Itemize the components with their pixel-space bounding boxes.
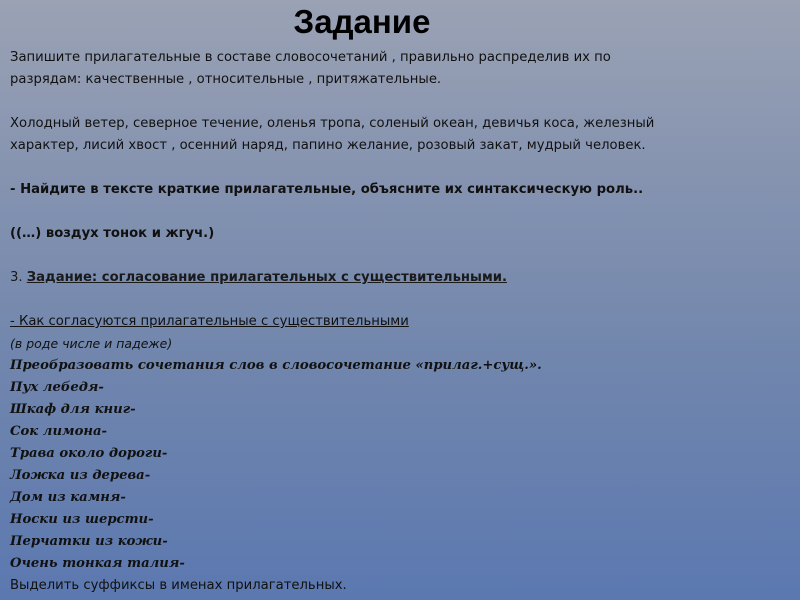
exercise-item: Шкаф для книг- xyxy=(10,402,136,417)
question-text: - Как согласуются прилагательные с существительными xyxy=(10,314,409,329)
exercise-item: Сок лимона- xyxy=(10,424,108,439)
instruction-text: Преобразовать сочетания слов в словосочетание «прилаг.+сущ.». xyxy=(10,358,542,373)
spacer xyxy=(10,245,792,267)
task1-line1: Запишите прилагательные в составе словосочетаний , правильно распределив их по xyxy=(10,50,611,65)
spacer xyxy=(10,201,792,223)
slide-title: Задание xyxy=(293,3,431,40)
exercise-item: Пух лебедя- xyxy=(10,380,104,395)
task1-line2: разрядам: качественные , относительные , притяжательные. xyxy=(10,72,442,87)
exercise-item: Дом из камня- xyxy=(10,490,126,505)
task3-heading: Задание: согласование прилагательных с существительными. xyxy=(26,270,507,285)
phrases-line1: Холодный ветер, северное течение, оленья тропа, соленый океан, девичья коса, железный xyxy=(10,116,655,131)
quote-text: ((…) воздух тонок и жгуч.) xyxy=(10,226,215,241)
phrases-line2: характер, лисий хвост , осенний наряд, папино желание, розовый закат, мудрый человек. xyxy=(10,138,646,153)
exercise-item: Очень тонкая талия- xyxy=(10,556,185,571)
exercise-item: Ложка из дерева- xyxy=(10,468,151,483)
exercise-item: Носки из шерсти- xyxy=(10,512,154,527)
exercise-item: Трава около дороги- xyxy=(10,446,168,461)
final-text: Выделить суффиксы в именах прилагательных. xyxy=(10,578,347,593)
task3-number: 3. xyxy=(10,270,27,285)
slide-content xyxy=(10,47,792,597)
spacer xyxy=(10,157,792,179)
exercise-item: Перчатки из кожи- xyxy=(10,534,168,549)
spacer xyxy=(10,91,792,113)
hint-text: (в роде числе и падеже) xyxy=(10,336,173,351)
task3-line xyxy=(10,267,792,289)
task2-text: - Найдите в тексте краткие прилагательные, объясните их синтаксическую роль.. xyxy=(10,182,644,197)
spacer xyxy=(10,289,792,311)
